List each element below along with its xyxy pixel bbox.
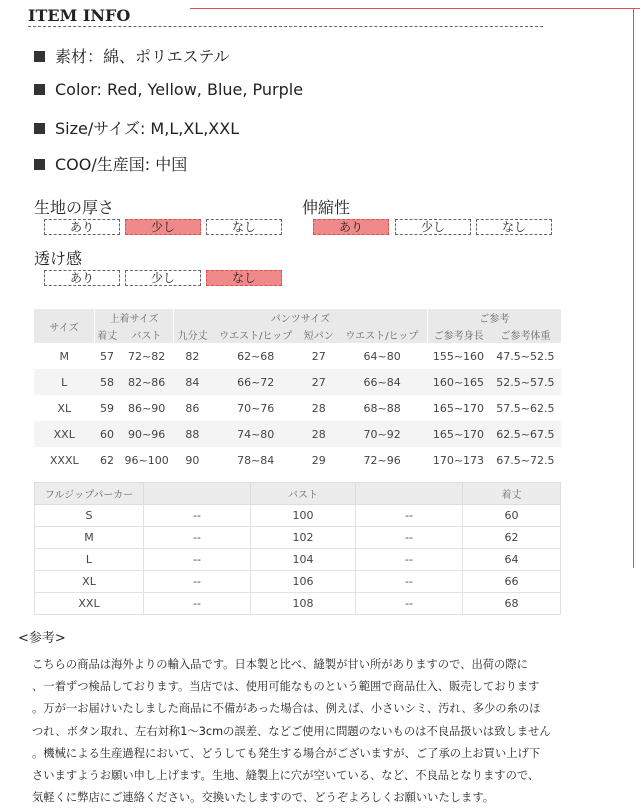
table-cell: 27 [300,369,337,395]
table-cell: 57.5~62.5 [496,401,555,415]
table-cell: 58 [95,369,120,395]
spec-label-stretch: 伸縮性 [302,198,351,217]
table-cell: 170~173 [432,453,485,467]
table-cell: 27 [311,349,326,363]
table-cell: 72~96 [363,453,401,467]
table-cell: 90 [185,453,200,467]
info-item-color [34,80,303,99]
table-cell: 86~90 [128,401,166,415]
table-row [34,447,561,473]
info-text: Color: Red, Yellow, Blue, Purple [55,80,304,99]
column-header: ウエスト/ヒップ [337,326,427,343]
table-cell: -- [144,527,251,549]
table-cell: 78~84 [237,453,275,467]
table-row [35,527,561,549]
page-title: ITEM INFO [28,6,131,25]
table-cell: 100 [251,505,356,527]
table-row [35,505,561,527]
table-cell: 74~80 [211,421,300,447]
table-row [35,549,561,571]
size-cell: M [59,349,69,363]
table-cell: -- [356,527,463,549]
table-cell: -- [144,505,251,527]
table-cell: 90~96 [120,421,174,447]
thickness-option: 少し [125,219,201,235]
column-header: バスト [120,326,174,343]
table-cell: -- [144,571,251,593]
table-cell: 82 [185,349,200,363]
group-header-top: 上着サイズ [95,309,174,326]
spec-label-thickness: 生地の厚さ [34,198,115,217]
notes-heading: <参考> [18,631,66,646]
size-column-header: サイズ [34,309,95,343]
table-row [35,571,561,593]
column-header [356,483,463,505]
column-header: 着丈 [95,326,120,343]
table-cell: 160~165 [427,369,490,395]
sheer-option: 少し [125,270,201,286]
info-item-origin [34,152,187,175]
table-cell: 108 [251,593,356,615]
group-header-reference: ご参考 [427,309,561,326]
table-cell: -- [356,593,463,615]
table-cell: -- [356,549,463,571]
note-line: こちらの商品は海外よりの輸入品です。日本製と比べ、縫製が甘い所がありますので、出荷の際に [32,658,528,671]
column-header: 着丈 [463,483,561,505]
table-cell: 52.5~57.5 [490,369,561,395]
note-line: つれ、ボタン取れ、左右対称1～3cmの誤差、などご使用に問題のないものは不良品扱いは致しません [32,724,551,738]
column-header: フルジップパーカー [35,483,144,505]
table-row [34,421,561,447]
table-row [35,593,561,615]
size-cell: XXL [34,421,95,447]
square-bullet-icon [34,51,45,62]
note-line: 。万が一お届けいたしました商品に不備があった場合は、例えば、小さいシミ、汚れ、多少の糸のほ [32,702,541,716]
table-cell: 29 [311,453,326,467]
table-cell: 66~84 [337,369,427,395]
table-cell: 62~68 [237,349,275,363]
table-cell: 106 [251,571,356,593]
table-row [34,343,561,369]
table-cell: 155~160 [432,349,485,363]
column-header: バスト [251,483,356,505]
stretch-option: なし [476,219,552,235]
table-row [34,369,561,395]
column-header: ご参考身長 [427,326,490,343]
table-cell: 62 [100,453,115,467]
column-header: 九分丈 [174,326,211,343]
stretch-option: 少し [395,219,471,235]
note-line: 、一着ずつ検品しております。当店では、使用可能なものという範囲で商品仕入、販売しております [32,680,540,694]
table-cell: 165~170 [427,421,490,447]
table-cell: 102 [251,527,356,549]
table-cell: 68~88 [363,401,401,415]
table-cell: 28 [311,401,326,415]
column-header [144,483,251,505]
table-cell: -- [356,505,463,527]
table-cell: 70~76 [237,401,275,415]
table-cell: 86 [185,401,200,415]
size-cell: XL [57,401,72,415]
table-cell: -- [356,571,463,593]
notes-paragraph [32,654,592,809]
info-text: 素材：綿、ポリエステル [55,47,230,66]
table-cell: 84 [174,369,211,395]
table-cell: -- [144,549,251,571]
size-cell: S [35,505,144,527]
stretch-option: あり [313,219,389,235]
parka-size-table [34,482,561,615]
table-row [34,395,561,421]
table-cell: 59 [100,401,115,415]
table-cell: 64 [463,549,561,571]
size-cell: XL [35,571,144,593]
table-cell: 64~80 [363,349,401,363]
info-item-size [34,116,239,139]
table-cell: 88 [174,421,211,447]
size-cell: XXXL [49,453,79,467]
table-cell: 66 [463,571,561,593]
info-text: Size/サイズ: M,L,XL,XXL [55,119,240,138]
table-cell: 28 [300,421,337,447]
table-cell: 68 [463,593,561,615]
square-bullet-icon [34,123,45,134]
table-cell: -- [144,593,251,615]
sheer-option: なし [206,270,282,286]
column-header: 短パン [300,326,337,343]
column-header: ウエスト/ヒップ [211,326,300,343]
group-header-pants: パンツサイズ [174,309,427,326]
table-cell: 82~86 [120,369,174,395]
note-line: 。機械による生産過程において、どうしても発生する場合がございますが、ご了承の上お買い上げ下 [32,746,541,760]
size-cell: M [35,527,144,549]
thickness-option: なし [206,219,282,235]
table-cell: 165~170 [432,401,485,415]
note-line: さいますようお願い申し上げます。生地、縫製上に穴が空いている、など、不良品となりますので、 [32,769,540,783]
table-cell: 47.5~52.5 [496,349,555,363]
table-cell: 66~72 [211,369,300,395]
info-item-material [34,44,230,67]
square-bullet-icon [34,84,45,95]
corner-rule-horizontal [190,8,640,9]
size-chart-table [34,309,561,473]
table-cell: 60 [463,505,561,527]
table-cell: 62 [463,527,561,549]
table-cell: 67.5~72.5 [496,453,555,467]
spec-label-sheer: 透け感 [34,249,83,268]
note-line: 気軽くに弊店にご連絡ください。交換いたしますので、どうぞよろしくお願いいたします。 [32,791,495,805]
table-cell: 104 [251,549,356,571]
size-cell: L [35,549,144,571]
column-header: ご参考体重 [490,326,561,343]
size-cell: XXL [35,593,144,615]
table-cell: 57 [100,349,115,363]
table-cell: 62.5~67.5 [490,421,561,447]
sheer-option: あり [44,270,120,286]
thickness-option: あり [44,219,120,235]
table-cell: 60 [95,421,120,447]
table-cell: 72~82 [128,349,166,363]
size-cell: L [34,369,95,395]
info-text: COO/生産国: 中国 [55,155,188,174]
square-bullet-icon [34,159,45,170]
table-cell: 96~100 [124,453,169,467]
corner-rule-vertical [633,8,634,568]
title-divider [28,26,543,27]
table-cell: 70~92 [337,421,427,447]
